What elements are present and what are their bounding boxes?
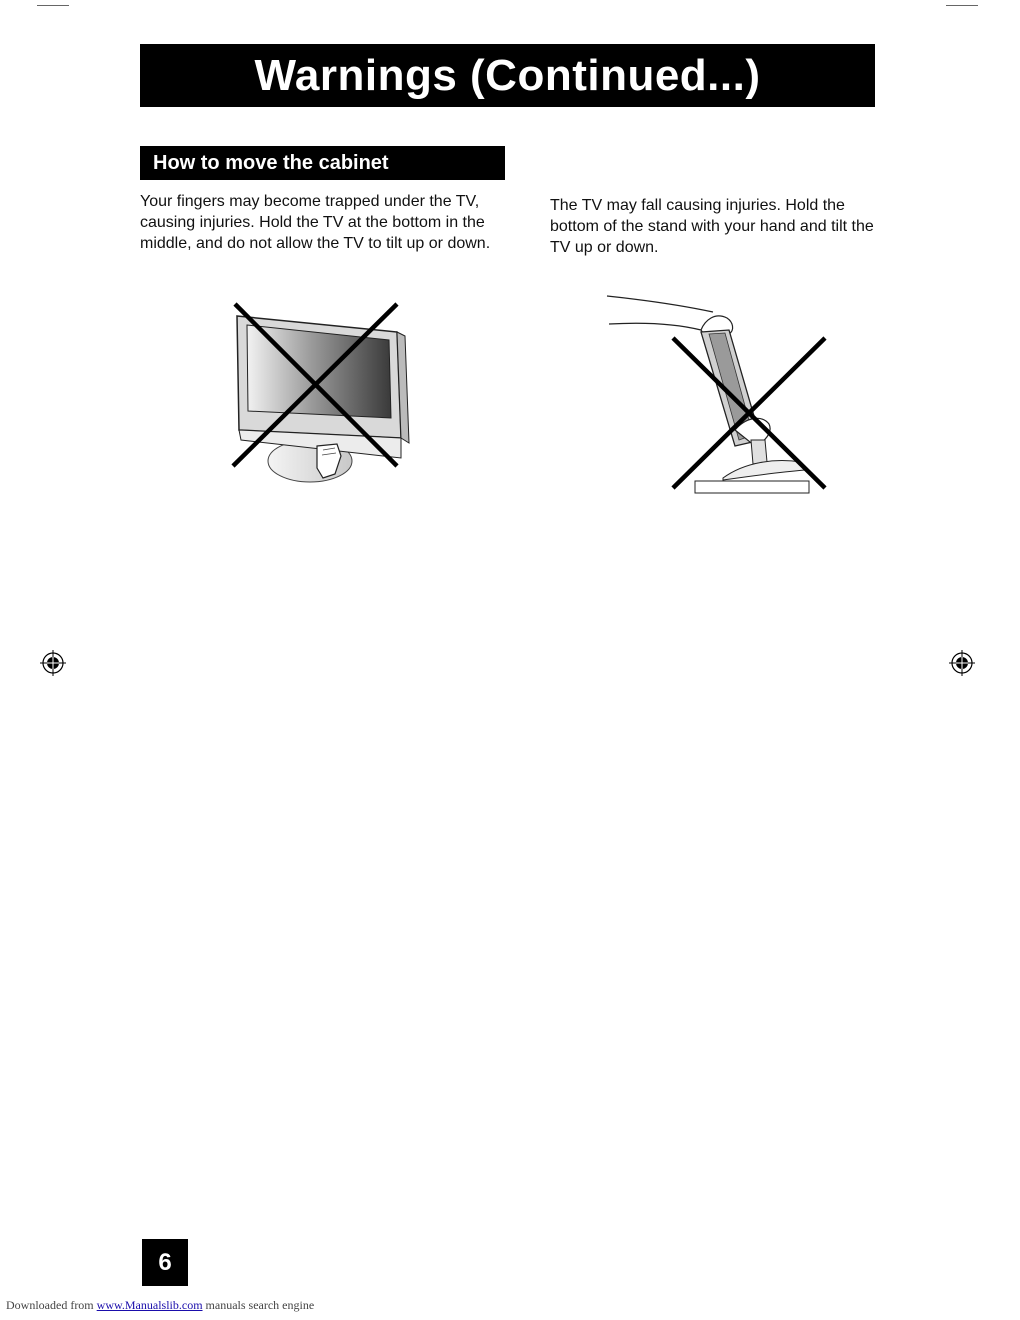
- footer-suffix: manuals search engine: [202, 1298, 315, 1312]
- page-number: 6: [142, 1239, 188, 1286]
- footer: [6, 1298, 314, 1313]
- tv-side-tilt-crossed-icon: [605, 290, 835, 500]
- registration-mark-right-icon: [949, 650, 975, 676]
- page-title-bar: [140, 44, 875, 107]
- warning-text-right: The TV may fall causing injuries. Hold the bottom of the stand with your hand and tilt the TV up or down.: [550, 197, 874, 256]
- crop-mark-top-right: [946, 5, 978, 6]
- page-title: Warnings (Continued...): [254, 50, 761, 100]
- footer-prefix: Downloaded from: [6, 1298, 97, 1312]
- crop-mark-top-left: [37, 5, 69, 6]
- tv-front-hand-under-crossed-icon: [225, 298, 425, 488]
- section-heading: How to move the cabinet: [153, 151, 389, 174]
- manualslib-link[interactable]: www.Manualslib.com: [96, 1298, 203, 1312]
- warning-text-left: Your fingers may become trapped under the TV, causing injuries. Hold the TV at the bottom in the middle, and do not allow the TV to tilt up or down.: [140, 193, 491, 252]
- section-heading-bar: [140, 146, 505, 180]
- registration-mark-left-icon: [40, 650, 66, 676]
